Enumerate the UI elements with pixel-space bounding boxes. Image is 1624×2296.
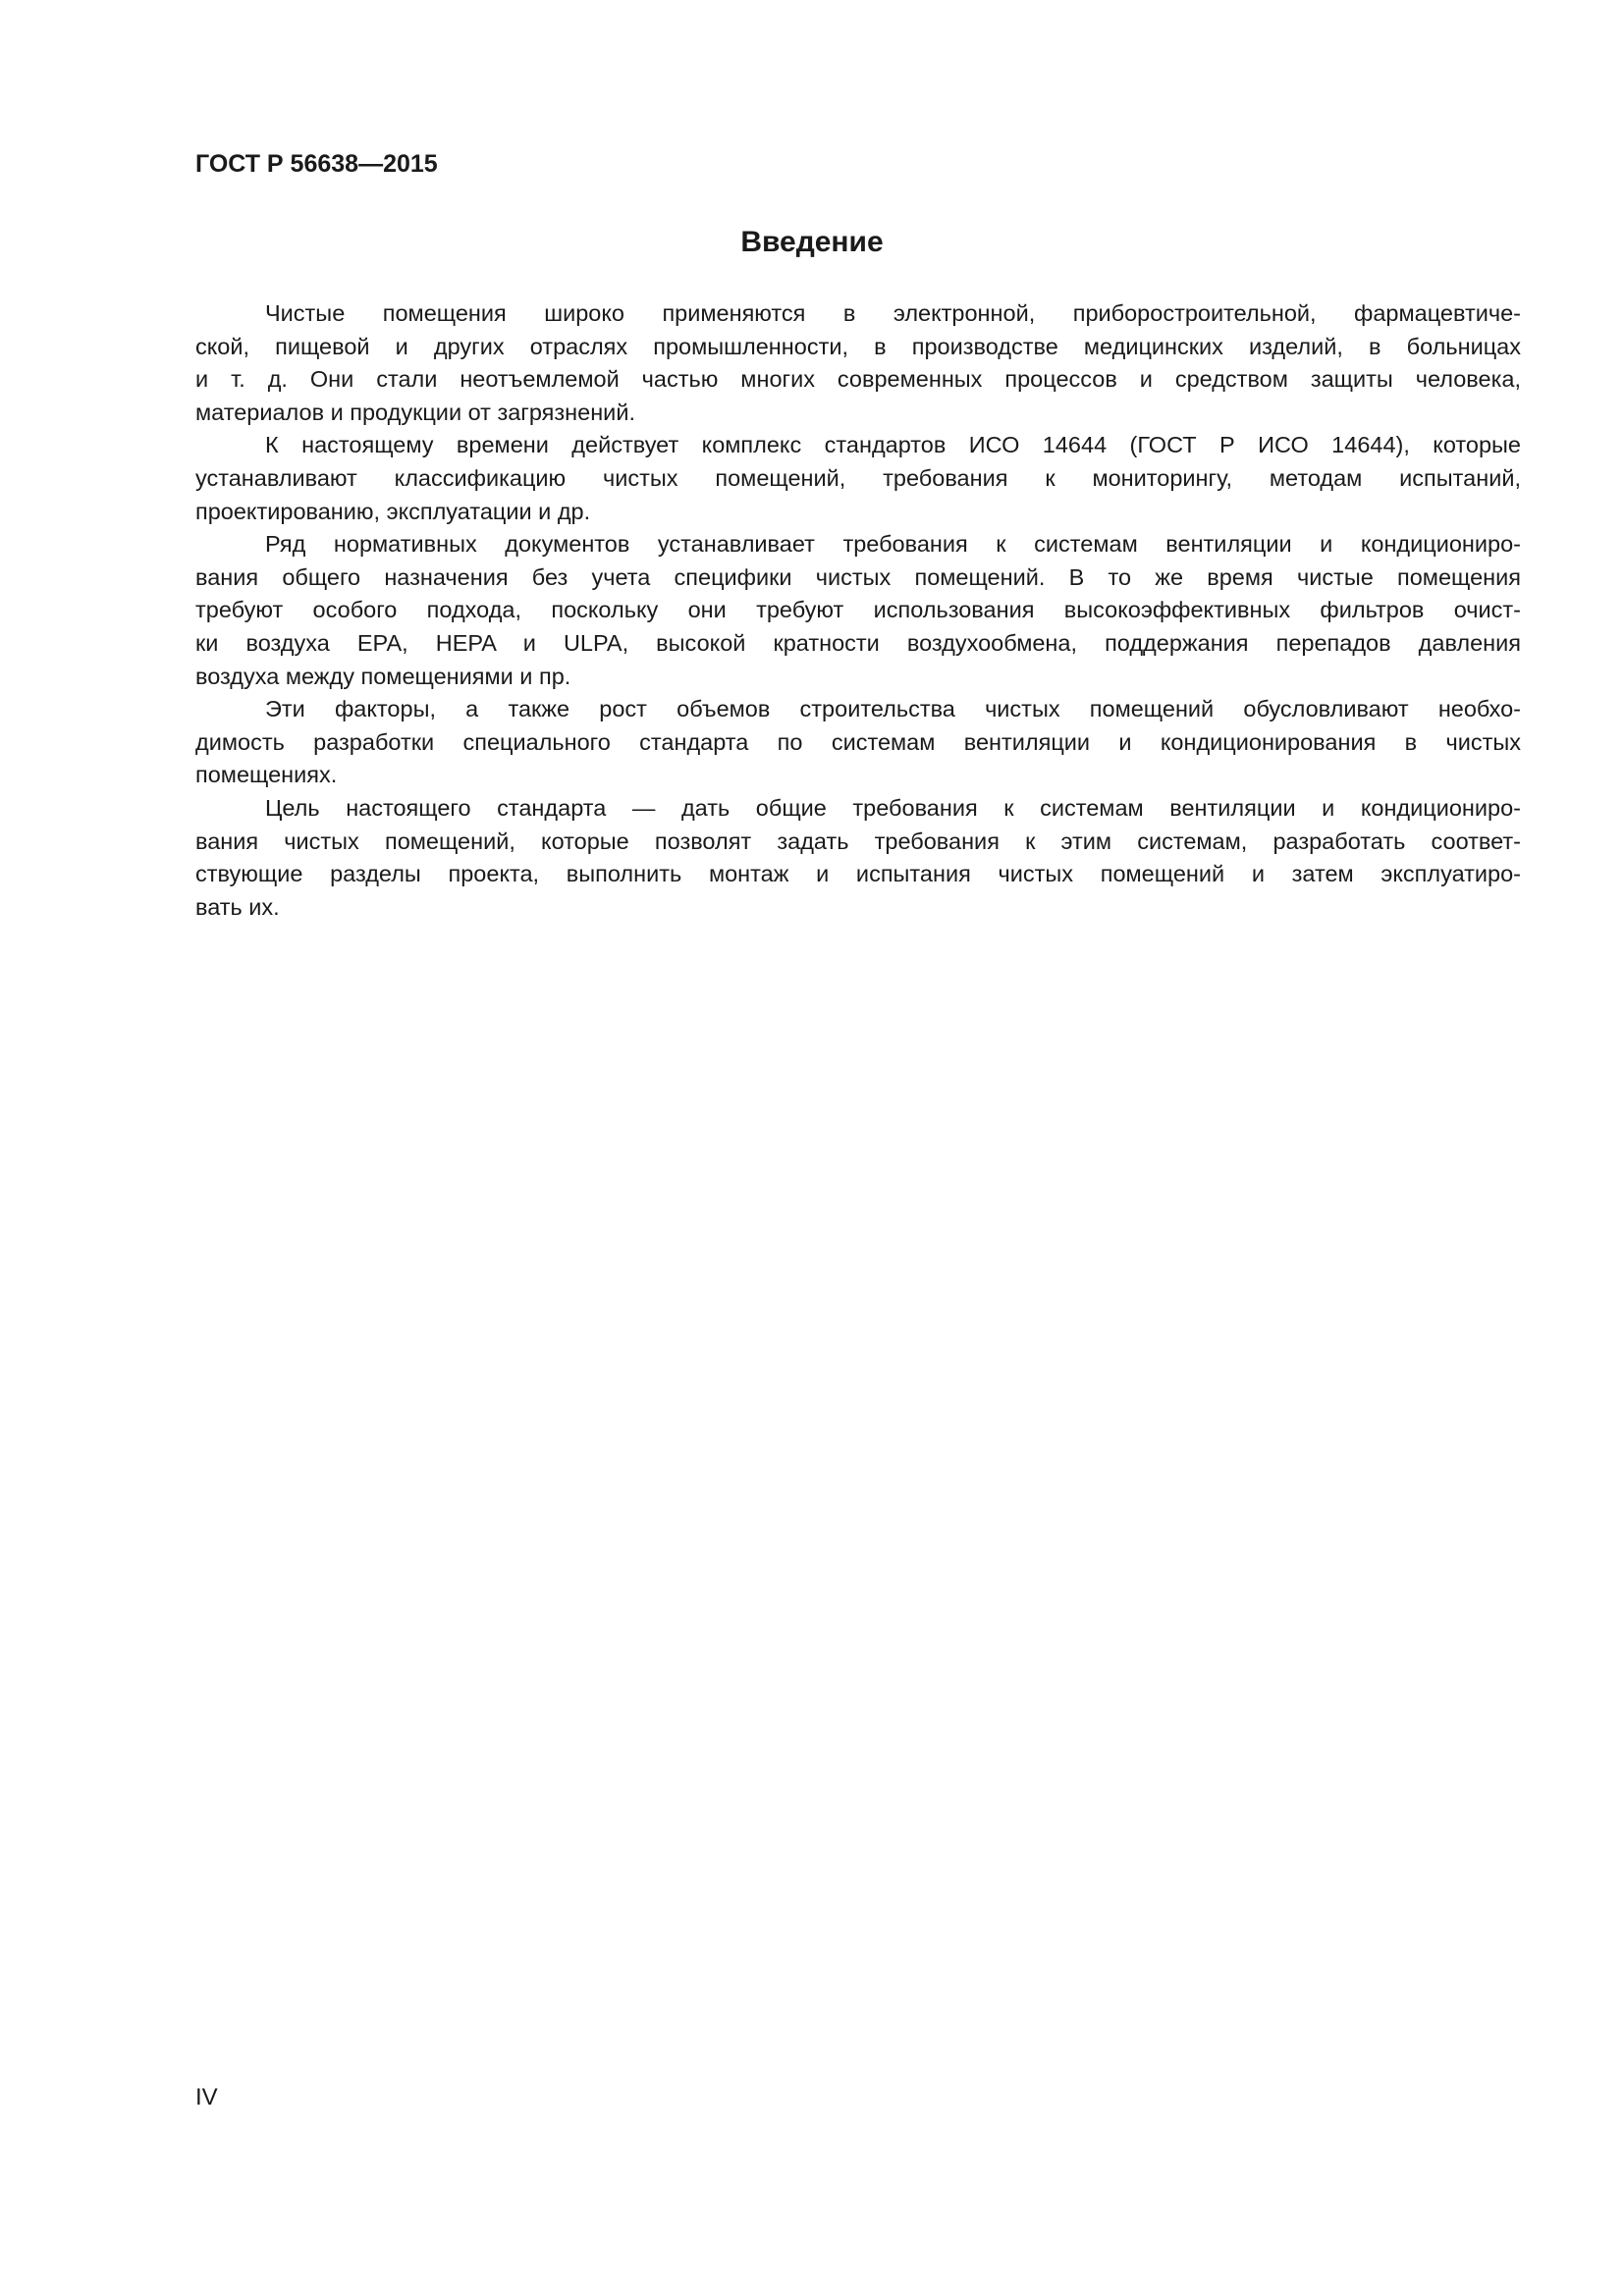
text-line: димость разработки специального стандарта по системам вентиляции и кондиционирования в чистых (195, 728, 1521, 755)
paragraph (195, 297, 1521, 429)
text-line: Цель настоящего стандарта — дать общие требования к системам вентиляции и кондициониро- (265, 794, 1521, 821)
text-line: вать их. (195, 893, 280, 920)
text-line: материалов и продукции от загрязнений. (195, 399, 635, 425)
paragraph (195, 528, 1521, 693)
text-line: ствующие разделы проекта, выполнить монтаж и испытания чистых помещений и затем эксплуатиро- (195, 861, 1521, 887)
document-header: ГОСТ Р 56638—2015 (195, 150, 438, 178)
text-line: и т. д. Они стали неотъемлемой частью многих современных процессов и средством защиты человека, (195, 366, 1521, 393)
text-line: помещениях. (195, 762, 338, 788)
text-line: Чистые помещения широко применяются в электронной, приборостроительной, фармацевтиче- (265, 300, 1521, 326)
paragraph (195, 792, 1521, 924)
document-body (195, 297, 1521, 924)
text-line: ской, пищевой и других отраслях промышленности, в производстве медицинских изделий, в больницах (195, 333, 1521, 359)
text-line: устанавливают классификацию чистых помещений, требования к мониторингу, методам испытаний, (195, 464, 1521, 491)
paragraph (195, 429, 1521, 528)
page-number: IV (195, 2084, 218, 2110)
text-line: воздуха между помещениями и пр. (195, 663, 571, 689)
text-line: Эти факторы, а также рост объемов строительства чистых помещений обусловливают необхо- (265, 696, 1521, 722)
text-line: ки воздуха EPA, HEPA и ULPA, высокой кратности воздухообмена, поддержания перепадов давления (195, 629, 1521, 656)
section-title: Введение (740, 226, 884, 258)
text-line: К настоящему времени действует комплекс стандартов ИСО 14644 (ГОСТ Р ИСО 14644), которые (265, 432, 1521, 458)
text-line: Ряд нормативных документов устанавливает требования к системам вентиляции и кондициониро- (265, 531, 1521, 558)
text-line: вания общего назначения без учета специфики чистых помещений. В то же время чистые помещения (195, 563, 1521, 590)
paragraph (195, 693, 1521, 792)
text-line: требуют особого подхода, поскольку они требуют использования высокоэффективных фильтров очист- (195, 597, 1521, 623)
text-line: вания чистых помещений, которые позволят задать требования к этим системам, разработать соответ- (195, 828, 1521, 854)
text-line: проектированию, эксплуатации и др. (195, 498, 591, 524)
